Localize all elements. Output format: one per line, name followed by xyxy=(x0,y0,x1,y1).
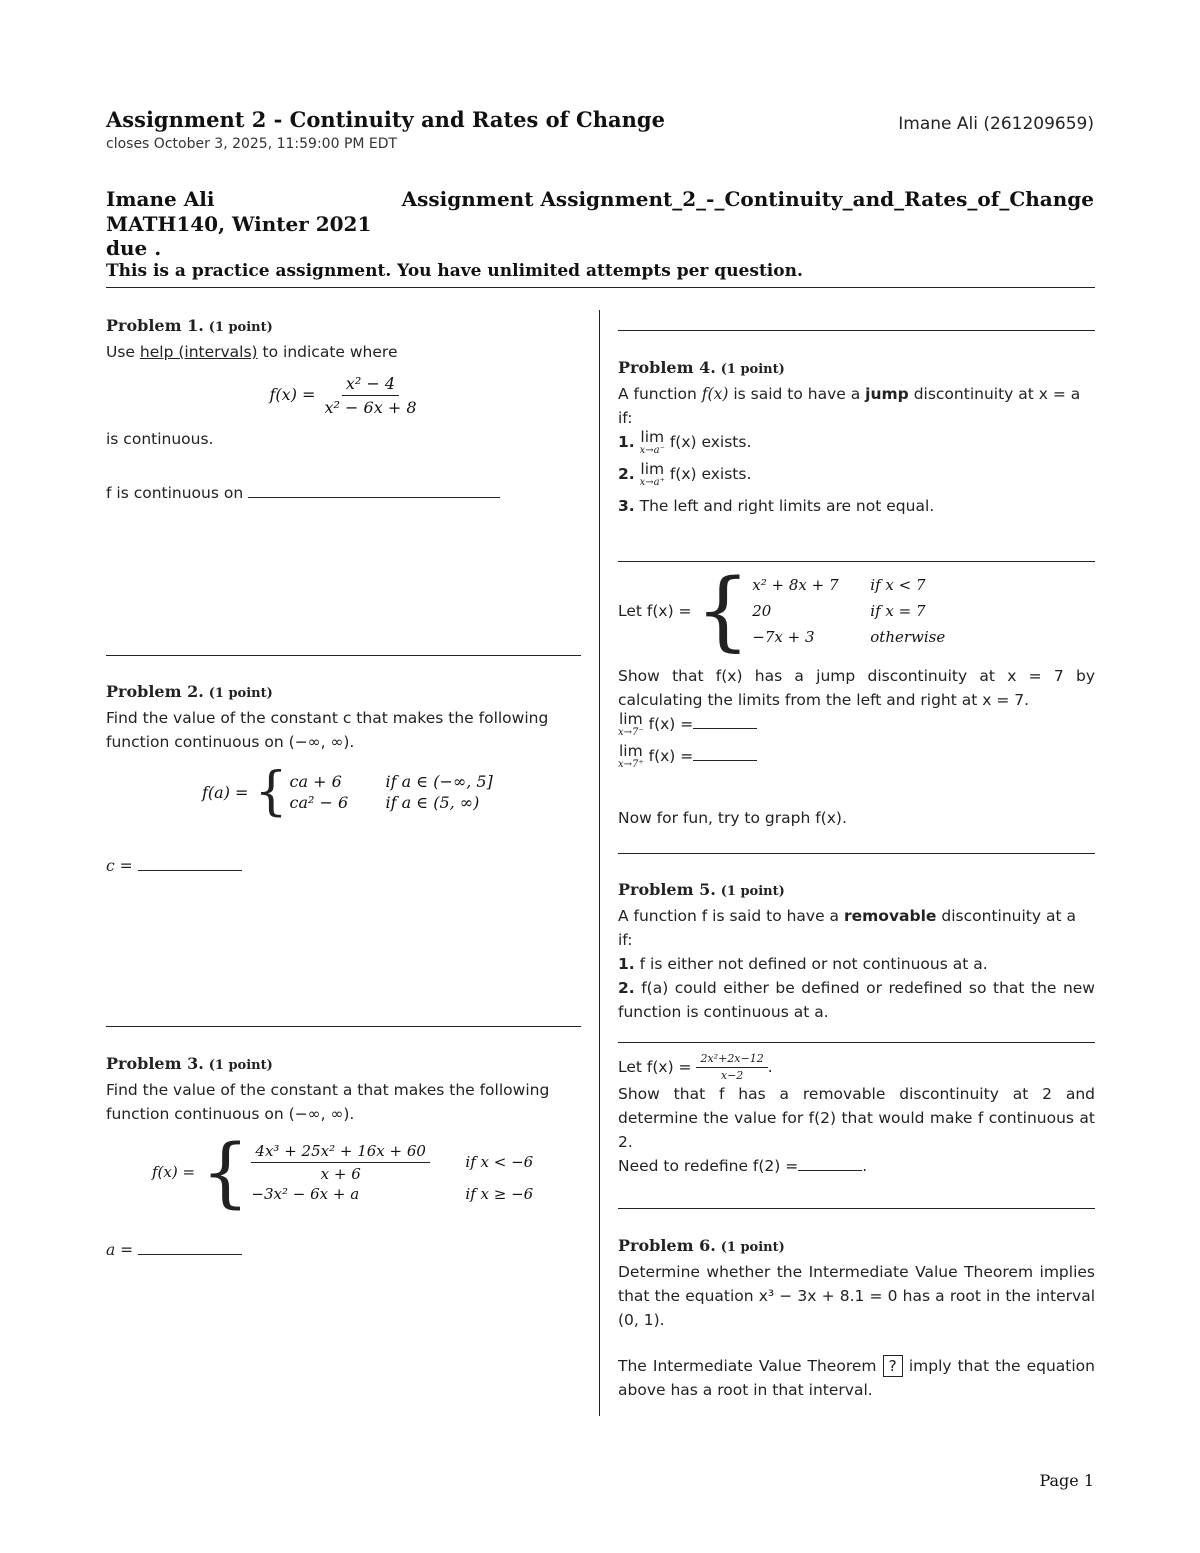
p4-c1-lim: lim xyxy=(640,428,665,446)
p5-show: Show that f has a removable discontinuity at 2 and determine the value for f(2) that would make f continuous at 2. xyxy=(618,1085,1095,1151)
p1-num: x² − 4 xyxy=(342,374,399,396)
header-rule xyxy=(106,287,1095,288)
p2-case2-cond: if a ∈ (5, ∞) xyxy=(385,793,480,812)
p4-l2-lim: lim xyxy=(618,742,643,760)
p5-num: 2x²+2x−12 xyxy=(696,1053,767,1068)
p5-let: Let f(x) = xyxy=(618,1058,692,1076)
p4-fun: Now for fun, try to graph f(x). xyxy=(618,809,847,827)
p4-c3-n: 3. xyxy=(618,497,635,515)
p1-den: x² − 6x + 8 xyxy=(324,398,417,417)
problem-5-points: (1 point) xyxy=(720,884,785,899)
p4-l2-sub: x→7⁺ xyxy=(618,759,644,770)
p4-c2-lim: lim xyxy=(640,460,665,478)
p4-case2-expr: 20 xyxy=(752,602,772,620)
p4-piecewise xyxy=(618,561,1095,661)
p3-case2-cond: if x ≥ −6 xyxy=(465,1184,534,1203)
info-course: MATH140, Winter 2021 xyxy=(106,212,372,236)
problem-5-title: Problem 5. xyxy=(618,880,716,899)
problem-1-points: (1 point) xyxy=(208,320,273,335)
p1-formula xyxy=(106,374,584,417)
p5-bottom-rule xyxy=(618,1208,1095,1209)
problem-4-points: (1 point) xyxy=(720,362,785,377)
p3-f: f(x) = xyxy=(152,1163,196,1181)
p4-def-kw: jump xyxy=(865,385,909,403)
problem-3-points: (1 point) xyxy=(208,1058,273,1073)
p2-f: f(a) = xyxy=(202,782,249,802)
p3-answer-label: a = xyxy=(106,1241,134,1259)
problem-2 xyxy=(106,680,586,878)
problem-5-part: Let f(x) = $\frac{\text{2x²+2x−12}}{x-2}$ . Show that f has a removable discontinuity at 2 and determine the value for f(2) that would make f continuous at 2. Need to redefine f(2) = . xyxy=(618,1052,1095,1175)
p4-c2-rest: f(x) exists. xyxy=(669,465,752,483)
p1-instr: to indicate where xyxy=(262,343,398,361)
problem-1-title: Problem 1. xyxy=(106,316,204,335)
p4-l2-rest: f(x) = xyxy=(648,747,694,765)
p1-rule xyxy=(106,655,581,656)
p4-mid-rule xyxy=(618,561,1095,562)
p3-brace: { xyxy=(201,1127,250,1216)
p4-case3-expr: −7x + 3 xyxy=(752,628,815,646)
p5-den: x−2 xyxy=(720,1069,744,1082)
info-name: Imane Ali xyxy=(106,187,215,211)
p6-text: Determine whether the Intermediate Value Theorem implies that the equation x³ − 3x + 8.1 = 0 has a root in the interval (0, 1). xyxy=(618,1263,1095,1329)
p4-show: Show that f(x) has a jump discontinuity at x = 7 by calculating the limits from the left and right at x = 7. xyxy=(618,667,1095,709)
problem-3 xyxy=(106,1052,586,1262)
problem-3-title: Problem 3. xyxy=(106,1054,204,1073)
p4-c3-text: The left and right limits are not equal. xyxy=(639,497,935,515)
p1-use: Use xyxy=(106,343,135,361)
p5-need: Need to redefine f(2) = xyxy=(618,1157,799,1175)
p2-case2-expr: ca² − 6 xyxy=(289,793,349,812)
p4-top-rule xyxy=(618,330,1095,331)
p3-case1-num: 4x³ + 25x² + 16x + 60 xyxy=(251,1142,430,1163)
p1-answer-blank[interactable] xyxy=(248,497,500,498)
student-name-id: Imane Ali (261209659) xyxy=(898,114,1094,134)
p5-c1-n: 1. xyxy=(618,955,635,973)
p3-answer-blank[interactable] xyxy=(138,1254,242,1255)
p3-case1-den: x + 6 xyxy=(320,1164,361,1183)
problem-5 xyxy=(618,878,1095,1024)
assignment-title: Assignment 2 - Continuity and Rates of Change xyxy=(106,107,665,132)
p4-c1-rest: f(x) exists. xyxy=(669,433,752,451)
problem-4-title: Problem 4. xyxy=(618,358,716,377)
p4-l1-rest: f(x) = xyxy=(648,715,694,733)
p5-def-b: discontinuity at a if: xyxy=(618,907,1076,949)
p4-bottom-rule xyxy=(618,853,1095,854)
p1-cont: is continuous. xyxy=(106,430,214,448)
p4-def-b: is said to have a xyxy=(733,385,861,403)
p4-c2-sub: x→a⁺ xyxy=(639,477,665,488)
p6-ivt-b: imply that the equation above has a root in that interval. xyxy=(618,1357,1095,1399)
p4-right-limit-blank[interactable] xyxy=(693,760,757,761)
p5-answer-blank[interactable] xyxy=(798,1170,862,1171)
p4-case2-cond: if x = 7 xyxy=(870,602,926,620)
page-number: Page 1 xyxy=(1039,1471,1094,1490)
p3-text: Find the value of the constant a that makes the following function continuous on (−∞, ∞). xyxy=(106,1081,550,1123)
p6-ivt-a: The Intermediate Value Theorem xyxy=(618,1357,877,1375)
problem-4 xyxy=(618,356,1095,518)
p2-text: Find the value of the constant c that makes the following function continuous on (−∞, ∞). xyxy=(106,709,549,751)
p4-brace: { xyxy=(695,561,751,661)
p2-rule xyxy=(106,1026,581,1027)
p4-def-c: discontinuity at x = a if: xyxy=(618,385,1081,427)
p3-case1-cond: if x < −6 xyxy=(465,1153,534,1171)
info-assignment: Assignment Assignment_2_-_Continuity_and_Rates_of_Change xyxy=(401,187,1094,211)
practice-note: This is a practice assignment. You have unlimited attempts per question. xyxy=(106,261,803,281)
p1-answer-label: f is continuous on xyxy=(106,484,244,502)
p4-c1-sub: x→a⁻ xyxy=(639,445,665,456)
problem-6-title: Problem 6. xyxy=(618,1236,716,1255)
p2-case1-cond: if a ∈ (−∞, 5] xyxy=(385,772,493,791)
p5-c1-text: f is either not defined or not continuous at a. xyxy=(639,955,988,973)
p4-case3-cond: otherwise xyxy=(870,628,946,646)
problem-1 xyxy=(106,314,584,505)
p4-let: Let f(x) = xyxy=(618,602,692,620)
p3-formula xyxy=(106,1127,586,1216)
p4-case1-expr: x² + 8x + 7 xyxy=(752,576,839,594)
p2-brace: { xyxy=(254,762,288,822)
problem-2-title: Problem 2. xyxy=(106,682,204,701)
p4-c2-n: 2. xyxy=(618,465,635,483)
p2-formula xyxy=(106,762,586,822)
problem-4-part xyxy=(618,561,1095,830)
p4-l1-lim: lim xyxy=(618,710,643,728)
p4-left-limit-blank[interactable] xyxy=(693,728,757,729)
p4-l1-sub: x→7⁻ xyxy=(618,727,644,738)
p1-f: f(x) = xyxy=(269,385,316,404)
p4-def-a: A function xyxy=(618,385,697,403)
help-intervals-link[interactable]: help (intervals) xyxy=(139,343,258,361)
column-divider xyxy=(599,310,600,1416)
p6-select[interactable]: ? xyxy=(883,1355,903,1377)
p4-c1-n: 1. xyxy=(618,433,635,451)
closes-date: closes October 3, 2025, 11:59:00 PM EDT xyxy=(106,136,398,152)
problem-2-points: (1 point) xyxy=(208,686,273,701)
problem-6 xyxy=(618,1234,1095,1402)
problem-6-points: (1 point) xyxy=(720,1240,785,1255)
p5-def-kw: removable xyxy=(844,907,937,925)
p5-mid-rule xyxy=(618,1042,1095,1043)
p4-case1-cond: if x < 7 xyxy=(870,576,926,594)
p4-def-f: f(x) xyxy=(701,385,729,403)
p5-c2-n: 2. xyxy=(618,979,635,997)
p2-case1-expr: ca + 6 xyxy=(289,772,342,791)
p5-c2-text: f(a) could either be defined or redefined so that the new function is continuous at a. xyxy=(618,979,1095,1021)
p5-def-a: A function f is said to have a xyxy=(618,907,840,925)
p2-answer-blank[interactable] xyxy=(138,870,242,871)
info-due: due . xyxy=(106,236,162,260)
p2-answer-label: c = xyxy=(106,857,133,875)
p3-case2-expr: −3x² − 6x + a xyxy=(251,1184,360,1203)
